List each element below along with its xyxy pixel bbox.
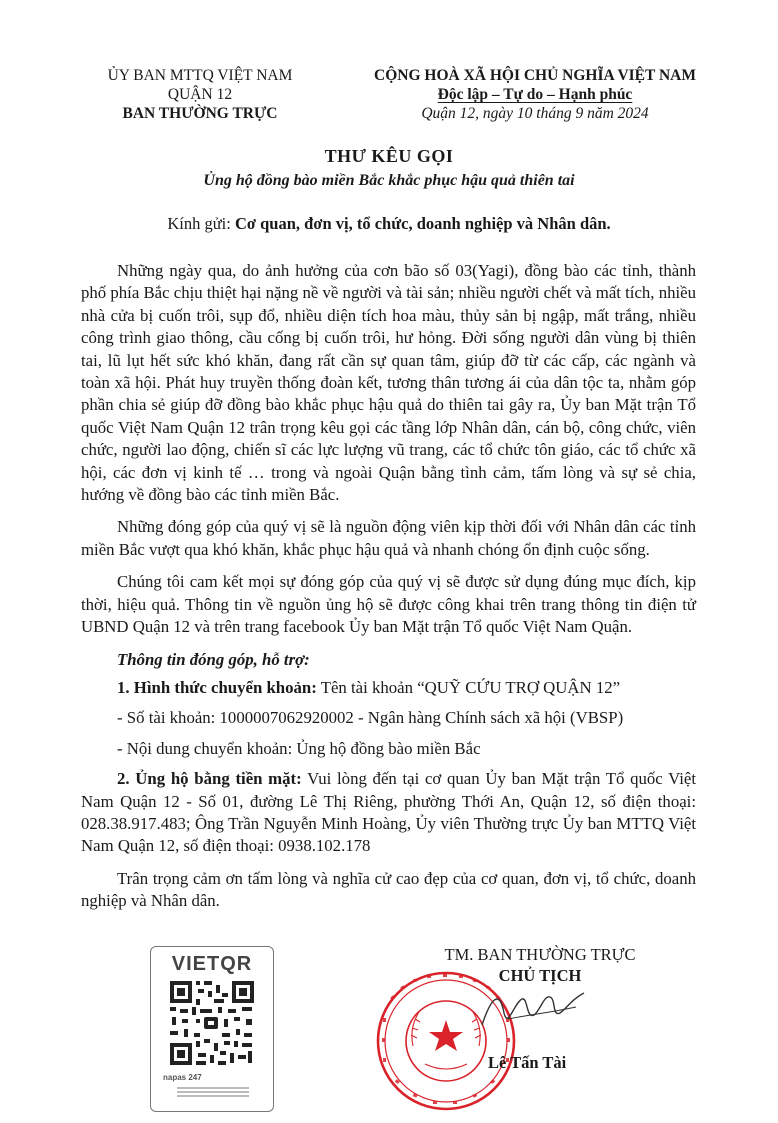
transfer-value: Tên tài khoản “QUỸ CỨU TRỢ QUẬN 12” [316,677,621,697]
paragraph: Những đóng góp của quý vị sẽ là nguồn động viên kịp thời đối với Nhân dân các tỉnh miền Bắc vượt qua khó khăn, khắc phục hậu quả và nhanh chóng ổn định cuộc sống. [81,517,696,559]
cash-label: 2. Ủng hộ bằng tiền mặt: [117,769,302,789]
qr-footer [159,1071,265,1105]
transfer-content-line: - Nội dung chuyển khoản: Ủng hộ đồng bào miền Bắc [117,738,481,758]
letter-body [81,260,696,923]
greeting-recipients: Cơ quan, đơn vị, tổ chức, doanh nghiệp và Nhân dân. [234,214,611,233]
paragraph: Chúng tôi cam kết mọi sự đóng góp của quý vị sẽ được sử dụng đúng mục đích, kịp thời, hiệu quả. Thông tin về nguồn ủng hộ sẽ được công khai trên trang thông tin điện tử UBND Quận 12 và trên trang facebook Ủy ban Mặt trận Tổ quốc Việt Nam Quận. [81,572,696,637]
document-subtitle: Ủng hộ đồng bào miền Bắc khắc phục hậu quả thiên tai [203,172,575,189]
cash-value: Vui lòng đến tại cơ quan Ủy ban Mặt trận Tổ quốc Việt Nam Quận 12 - Số 01, đường Lê Thị Riêng, phường Thới An, Quận 12, số điện thoại: 028.38.917.483; Ông Trần Nguyễn Minh Hoàng, Ủy viên Thường trực Ủy ban MTTQ Việt Nam Quận 12, số điện thoại: 0938.102.178 [81,769,697,856]
org-line-2: QUẬN 12 [167,86,233,103]
greeting-line [0,214,778,234]
vietqr-card [150,946,274,1112]
document-date: Quận 12, ngày 10 tháng 9 năm 2024 [421,105,649,122]
org-line-1: ỦY BAN MTTQ VIỆT NAM [107,67,293,84]
document-title: THƯ KÊU GỌI [324,146,454,166]
org-line-3: BAN THƯỜNG TRỰC [122,105,278,122]
national-motto: Độc lập – Tự do – Hạnh phúc [437,86,633,103]
vietqr-logo: VIETQR [171,953,253,975]
greeting-prefix: Kính gửi: [167,214,235,233]
paragraph: Những ngày qua, do ảnh hưởng của cơn bão số 03(Yagi), đồng bào các tỉnh, thành phố phía Bắc chịu thiệt hại nặng nề về người và tài sản; nhiều người chết và mất tích, nhiều nhà cửa bị cuốn trôi, sụp đổ, nhiều diện tích hoa màu, thủy sản bị ngập, mất trắng, nhiều công trình giao thông, cầu cống bị cuốn trôi, hư hỏng. Đời sống người dân vùng bị thiên tai, lũ lụt hết sức khó khăn, đang rất cần sự quan tâm, giúp đỡ từ các cấp, các ngành và toàn xã hội. Phát huy truyền thống đoàn kết, tương thân tương ái của dân tộc ta, nhằm góp phần chia sẻ giúp đỡ đồng bào khắc phục hậu quả do thiên tai gây ra, Ủy ban Mặt trận Tổ quốc Việt Nam Quận 12 trân trọng kêu gọi các tầng lớp Nhân dân, cán bộ, công chức, viên chức, người lao động, chiến sĩ các lực lượng vũ trang, các tổ chức tôn giáo, các tổ chức xã hội, các đơn vị kinh tế … trong và ngoài Quận bằng tình cảm, tấm lòng và sự sẻ chia, hướng về đồng bào các tỉnh miền Bắc. [81,261,696,505]
transfer-label: 1. Hình thức chuyển khoản: [117,677,317,697]
cash-method [81,768,696,858]
national-header [345,66,725,123]
nation-name: CỘNG HOÀ XÃ HỘI CHỦ NGHĨA VIỆT NAM [374,67,696,84]
transfer-method [81,677,696,699]
napas-logo: napas 247 [163,1073,202,1082]
on-behalf-of: TM. BAN THƯỜNG TRỰC [444,945,636,964]
contribution-heading: Thông tin đóng góp, hỗ trợ: [117,649,310,669]
closing-paragraph: Trân trọng cảm ơn tấm lòng và nghĩa cử cao đẹp của cơ quan, đơn vị, tổ chức, doanh nghiệp và Nhân dân. [81,868,696,911]
issuing-org-block [70,66,330,123]
signature-block [395,944,685,986]
handwritten-signature [478,985,588,1037]
signer-role: CHỦ TỊCH [498,966,582,985]
signer-name: Lê Tấn Tài [488,1053,567,1072]
account-number-line: - Số tài khoản: 1000007062920002 - Ngân hàng Chính sách xã hội (VBSP) [117,708,624,728]
qr-code-icon [168,979,256,1067]
